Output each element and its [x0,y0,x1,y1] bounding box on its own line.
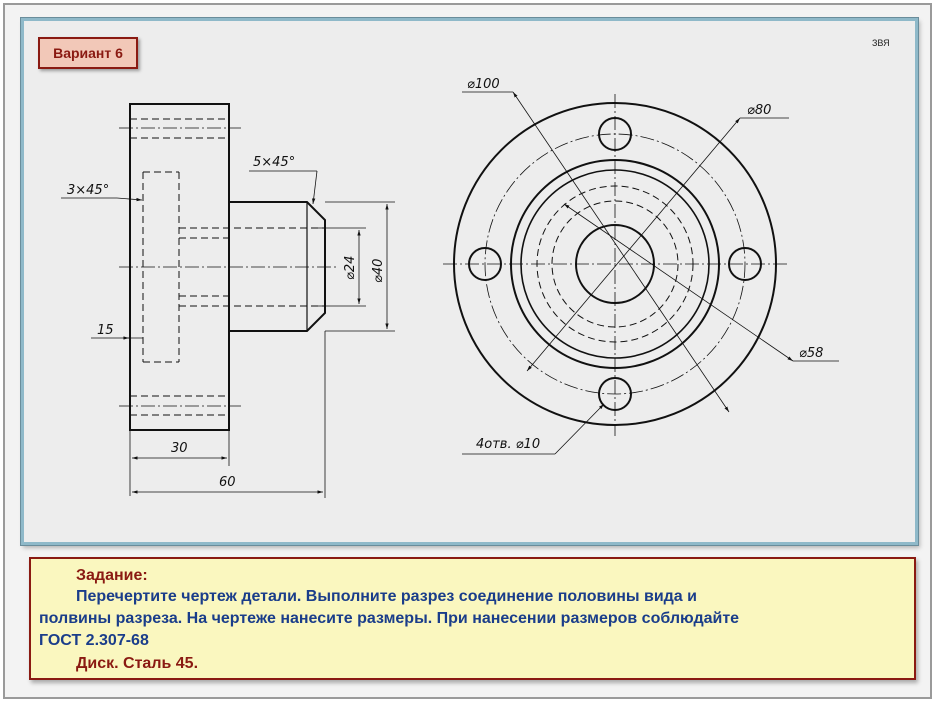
task-heading: Задание: [76,567,148,584]
dim-hub-diameter: ⌀24 [343,255,358,280]
task-material: Диск. Сталь 45. [76,655,199,672]
front-dimensions [462,92,839,454]
boss-outline [229,202,325,331]
dim-length-60: 60 [219,475,236,490]
dim-bolt-circle: ⌀80 [747,103,772,118]
author-mark: ЗВЯ [872,38,890,48]
dim-holes: 4отв. ⌀10 [476,437,541,452]
dim-inner-circle: ⌀58 [799,346,824,361]
variant-label: Вариант 6 [53,45,123,61]
front-center-lines [443,94,787,436]
front-view [443,92,839,454]
task-panel [29,557,916,680]
technical-drawing [21,18,918,545]
dim-boss-diameter: ⌀40 [371,258,386,283]
dim-length-30: 30 [171,441,188,456]
dim-outer-diameter: ⌀100 [467,77,500,92]
dim-chamfer-right: 5×45° [253,155,296,170]
variant-badge [38,37,138,69]
task-line-2: полвины разреза. На чертеже нанесите размеры. При нанесении размеров соблюдайте [39,610,740,627]
task-line-1: Перечертите чертеж детали. Выполните разрез соединение половины вида и [76,588,697,605]
dim-chamfer-left: 3×45° [67,183,110,198]
side-view [61,104,395,498]
dim-depth-15: 15 [97,323,114,338]
task-line-3: ГОСТ 2.307-68 [39,632,149,649]
